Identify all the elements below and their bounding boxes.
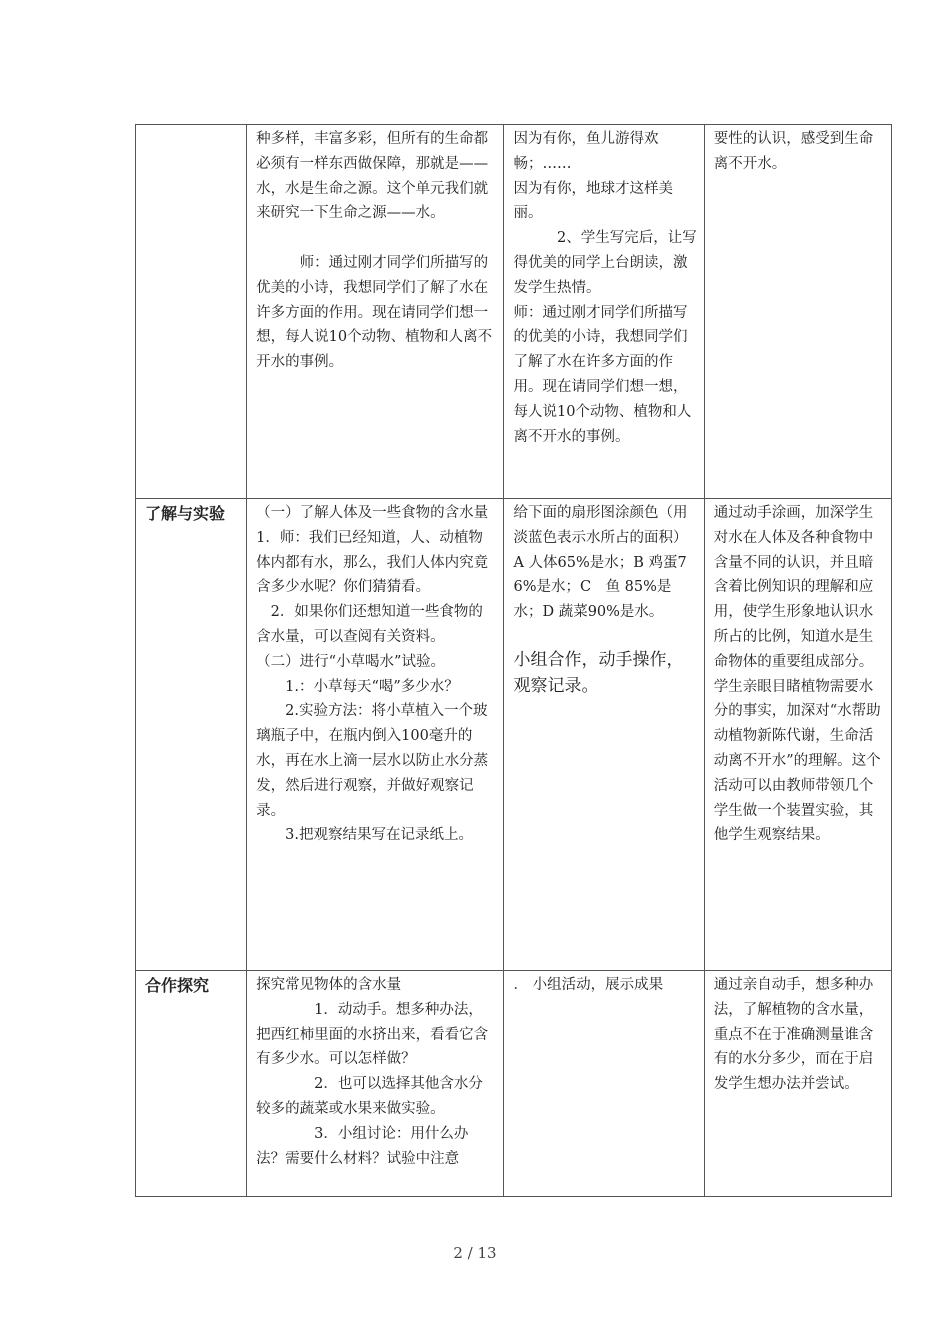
student-activity-cell <box>504 971 704 1197</box>
student-paragraph: A 人体65%是水；B 鸡蛋76%是水；C 鱼 85%是水；D 蔬菜90%是水。 <box>513 554 687 621</box>
page-number: 2 / 13 <box>453 1244 497 1262</box>
table-row <box>136 499 892 971</box>
lesson-plan-table <box>135 124 892 1197</box>
table-row <box>136 125 892 499</box>
row-label-cell <box>136 499 247 971</box>
teacher-paragraph: 探究常见物体的含水量 <box>256 977 402 993</box>
table-row <box>136 971 892 1197</box>
student-paragraph: ． 小组活动，展示成果 <box>513 977 664 993</box>
teacher-paragraph: 师：通过刚才同学们所描写的优美的小诗，我想同学们了解了水在许多方面的作用。现在请同学们想一想，每人说10个动物、植物和人离不开水的事例。 <box>256 254 493 371</box>
student-paragraph: 2、学生写完后，让写得优美的同学上台朗读，激发学生热情。 <box>513 230 697 296</box>
blank-line <box>256 226 496 251</box>
row-label: 合作探究 <box>145 976 210 995</box>
teacher-activity-cell <box>247 971 504 1197</box>
intent-paragraph: 要性的认识，感受到生命离不开水。 <box>713 131 874 172</box>
student-highlight: 小组合作，动手操作，观察记录。 <box>513 649 684 696</box>
student-activity-cell <box>504 125 704 499</box>
design-intent-cell <box>704 499 891 971</box>
teacher-paragraph: 1．动动手。想多种办法，把西红柿里面的水挤出来，看看它含有多少水。可以怎样做？ <box>256 1001 489 1068</box>
student-paragraph: 师：通过刚才同学们所描写的优美的小诗，我想同学们了解了水在许多方面的作用。现在请同学们想一想，每人说10个动物、植物和人离不开水的事例。 <box>513 304 692 445</box>
teacher-paragraph: 2.实验方法：将小草植入一个玻璃瓶子中，在瓶内倒入100毫升的水，再在水上滴一层水以防止水分蒸发，然后进行观察，并做好观察记录。 <box>256 703 489 819</box>
student-activity-cell <box>504 499 704 971</box>
row-label: 了解与实验 <box>145 504 226 523</box>
teacher-paragraph: 1．师：我们已经知道，人、动植物体内都有水，那么，我们人体内究竟含多少水呢？你们猜猜看。 <box>256 529 489 596</box>
student-paragraph: 因为有你，地球才这样美丽。 <box>513 180 673 222</box>
design-intent-cell <box>704 125 891 499</box>
student-paragraph: 给下面的扇形图涂颜色（用淡蓝色表示水所占的面积） <box>513 505 688 546</box>
teacher-paragraph: 2．也可以选择其他含水分较多的蔬菜或水果来做实验。 <box>256 1076 483 1117</box>
teacher-paragraph: （一）了解人体及一些食物的含水量 <box>256 505 489 521</box>
teacher-paragraph: （二）进行“小草喝水”试验。 <box>256 653 445 670</box>
teacher-paragraph: 3.把观察结果写在记录纸上。 <box>256 827 473 844</box>
teacher-activity-cell <box>247 125 504 499</box>
student-paragraph: 因为有你，鱼儿游得欢畅；…… <box>513 131 659 172</box>
teacher-paragraph: 种多样，丰富多彩，但所有的生命都必须有一样东西做保障，那就是——水，水是生命之源。这个单元我们就来研究一下生命之源——水。 <box>256 131 489 222</box>
teacher-paragraph: 1.：小草每天“喝”多少水？ <box>256 678 459 695</box>
intent-paragraph: 通过动手涂画，加深学生对水在人体及各种食物中含量不同的认识，并且暗含着比例知识的理解和应用，使学生形象地认识水所占的比例，知道水是生命物体的重要组成部分。 <box>713 505 874 670</box>
teacher-paragraph: 2．如果你们还想知道一些食物的含水量，可以查阅有关资料。 <box>256 604 483 645</box>
row-label-cell <box>136 125 247 499</box>
row-label-cell <box>136 971 247 1197</box>
design-intent-cell <box>704 971 891 1197</box>
teacher-activity-cell <box>247 499 504 971</box>
teacher-paragraph: 3．小组讨论：用什么办法？需要什么材料？试验中注意 <box>256 1125 469 1167</box>
intent-paragraph: 通过亲自动手，想多种办法，了解植物的含水量，重点不在于准确测量谁含有的水分多少，而在于启发学生想办法并尝试。 <box>713 977 874 1093</box>
intent-paragraph: 学生亲眼目睹植物需要水分的事实，加深对“水帮助动植物新陈代谢，生命活动离不开水”的理解。这个活动可以由教师带领几个学生做一个装置实验，其他学生观察结果。 <box>713 678 881 844</box>
